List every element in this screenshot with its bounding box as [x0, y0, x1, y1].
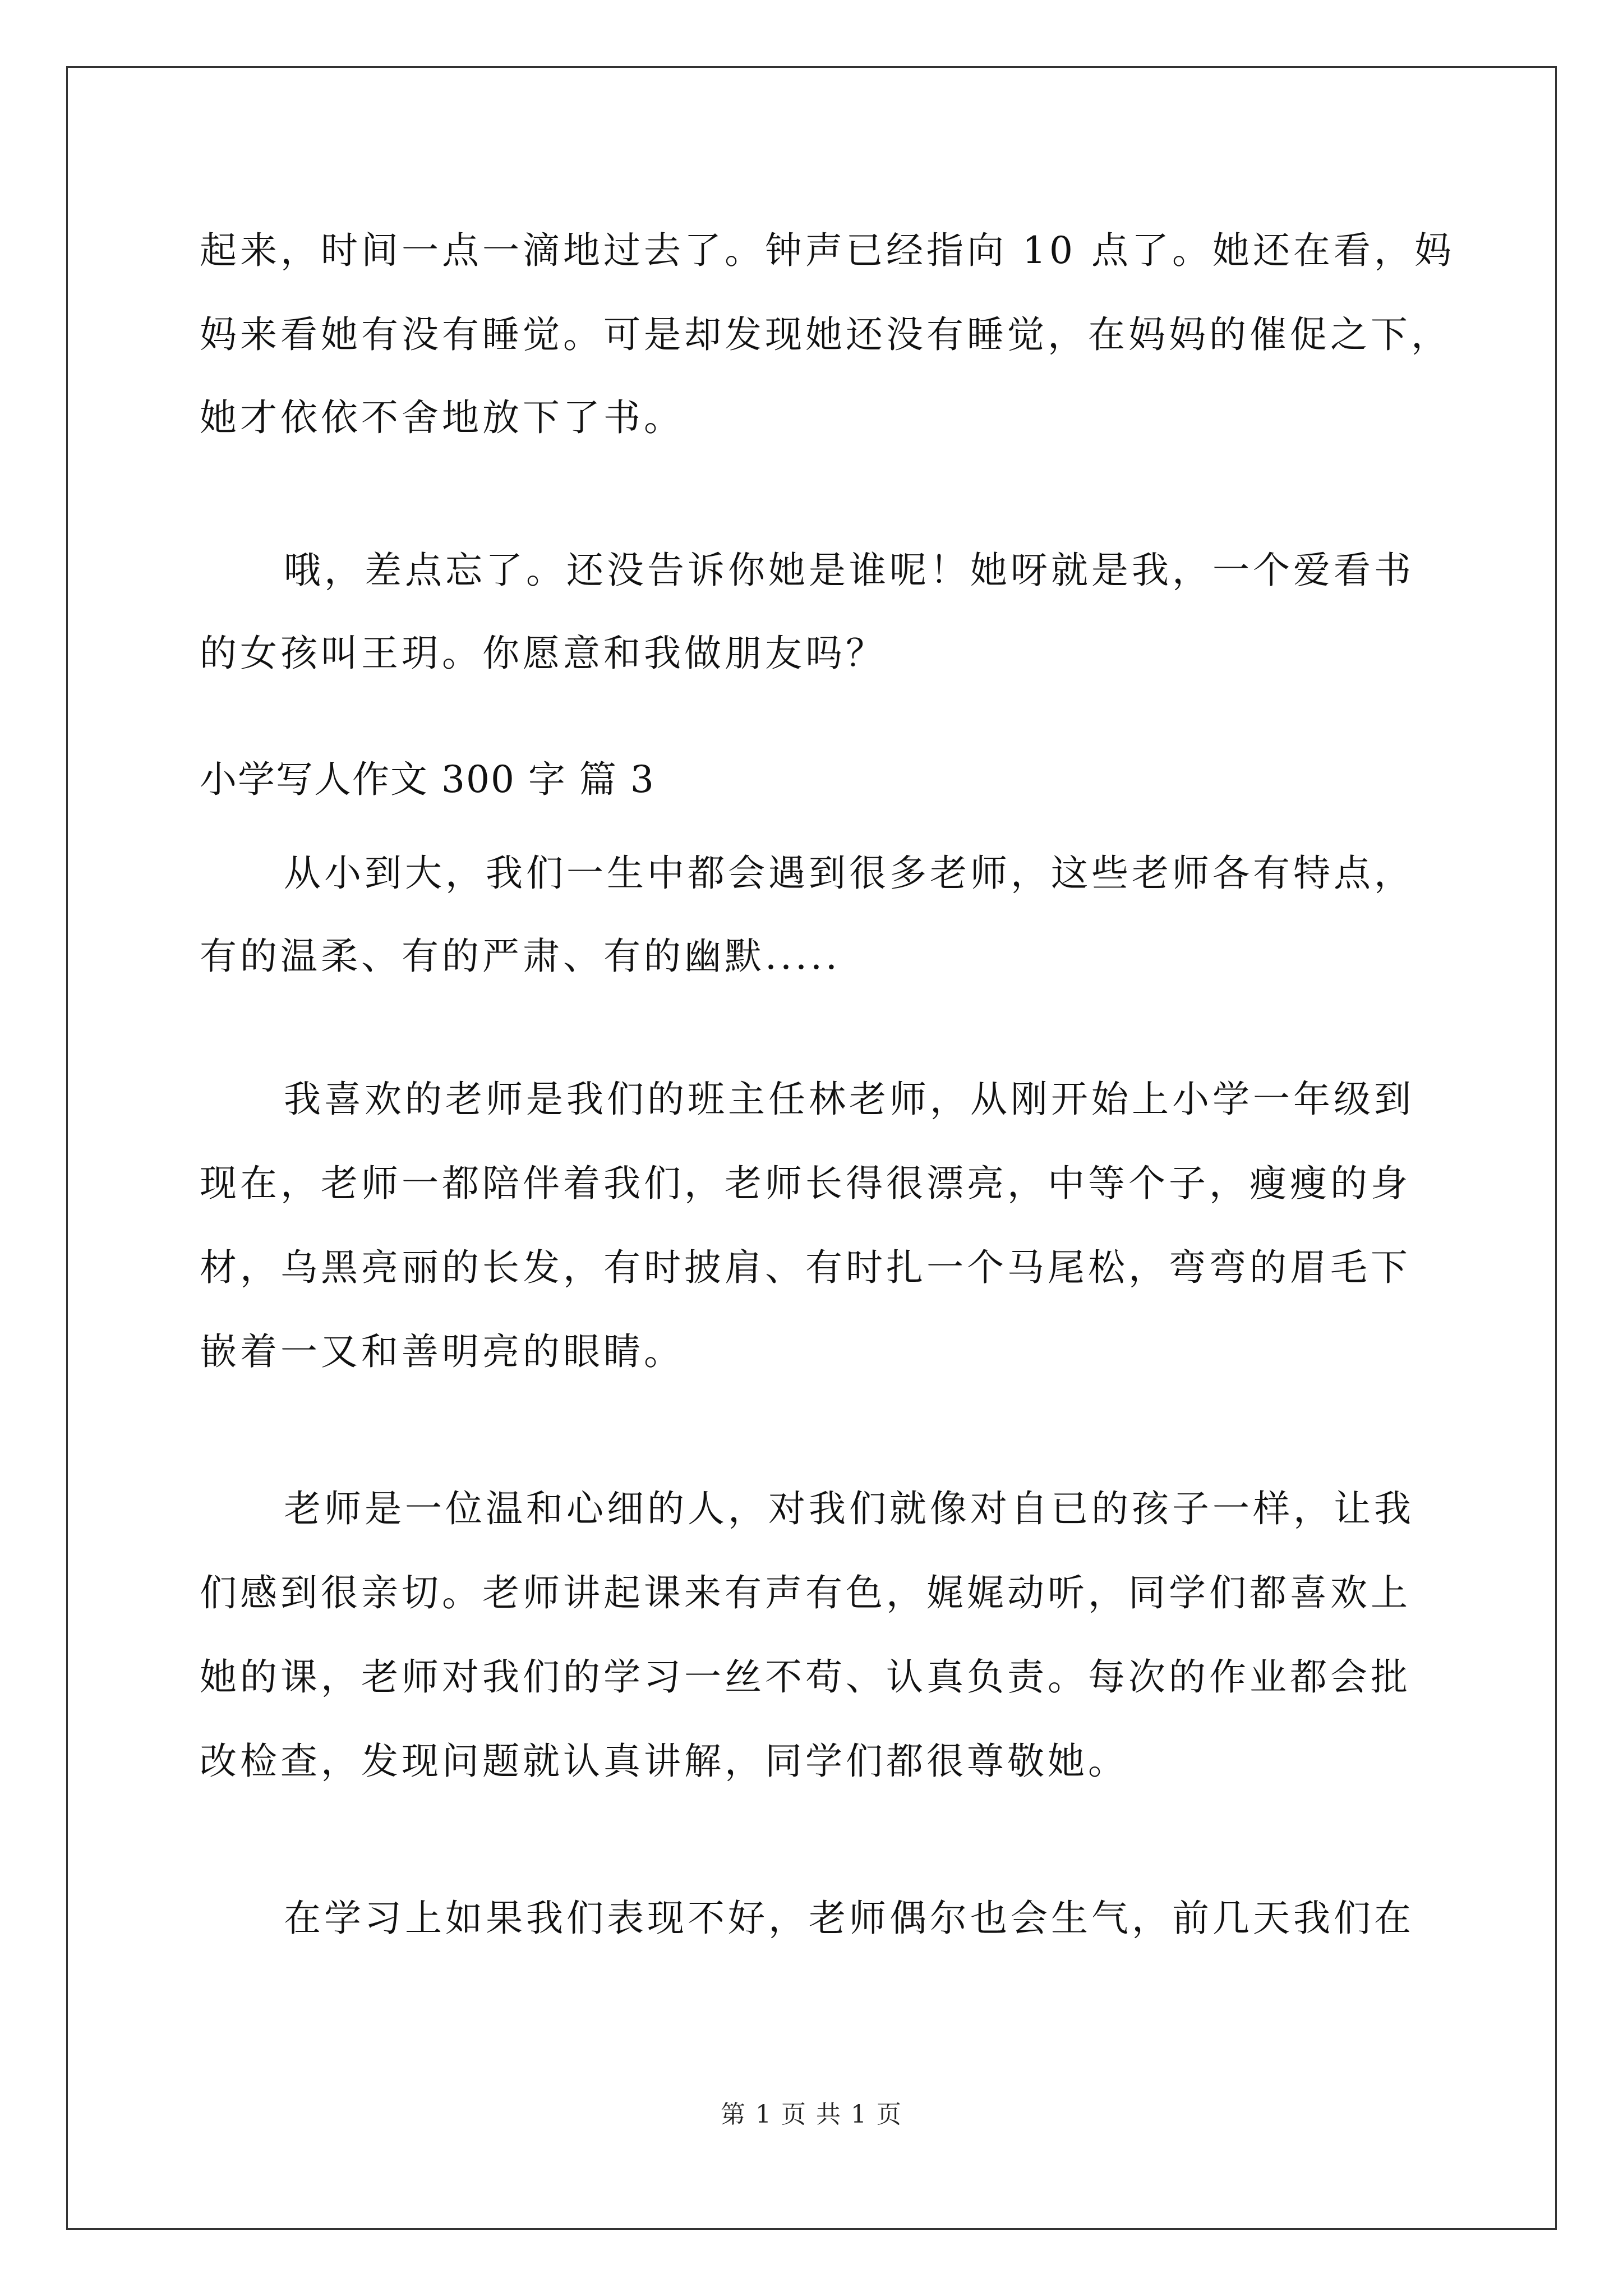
paragraph-first-line: 从小到大，我们一生中都会遇到很多老师，这些老师各有特点，: [284, 852, 1414, 895]
section-heading: 小学写人作文 300 字 篇 3: [200, 758, 655, 801]
page-footer: 第 1 页 共 1 页: [721, 2100, 902, 2129]
paragraph-first-line: 哦，差点忘了。还没告诉你她是谁呢！她呀就是我，一个爱看书: [284, 549, 1414, 592]
text-line: 她的课，老师对我们的学习一丝不苟、认真负责。每次的作业都会批: [200, 1655, 1411, 1699]
paragraph-first-line: 我喜欢的老师是我们的班主任林老师，从刚开始上小学一年级到: [284, 1078, 1414, 1121]
text-line: 的女孩叫王玥。你愿意和我做朋友吗？: [200, 632, 886, 675]
text-line: 她才依依不舍地放下了书。: [200, 396, 684, 439]
text-line: 嵌着一又和善明亮的眼睛。: [200, 1330, 684, 1373]
paragraph-first-line: 在学习上如果我们表现不好，老师偶尔也会生气，前几天我们在: [284, 1897, 1414, 1940]
text-line: 有的温柔、有的严肃、有的幽默.....: [200, 935, 841, 978]
text-line: 现在，老师一都陪伴着我们，老师长得很漂亮，中等个子，瘦瘦的身: [200, 1162, 1411, 1205]
text-line: 起来，时间一点一滴地过去了。钟声已经指向 10 点了。她还在看，妈: [200, 229, 1455, 272]
text-line: 改检查，发现问题就认真讲解，同学们都很尊敬她。: [200, 1740, 1128, 1783]
paragraph-first-line: 老师是一位温和心细的人，对我们就像对自已的孩子一样，让我: [284, 1487, 1414, 1530]
text-line: 材，乌黑亮丽的长发，有时披肩、有时扎一个马尾松，弯弯的眉毛下: [200, 1246, 1411, 1289]
text-line: 们感到很亲切。老师讲起课来有声有色，娓娓动听，同学们都喜欢上: [200, 1571, 1411, 1614]
text-line: 妈来看她有没有睡觉。可是却发现她还没有睡觉，在妈妈的催促之下，: [200, 313, 1451, 356]
